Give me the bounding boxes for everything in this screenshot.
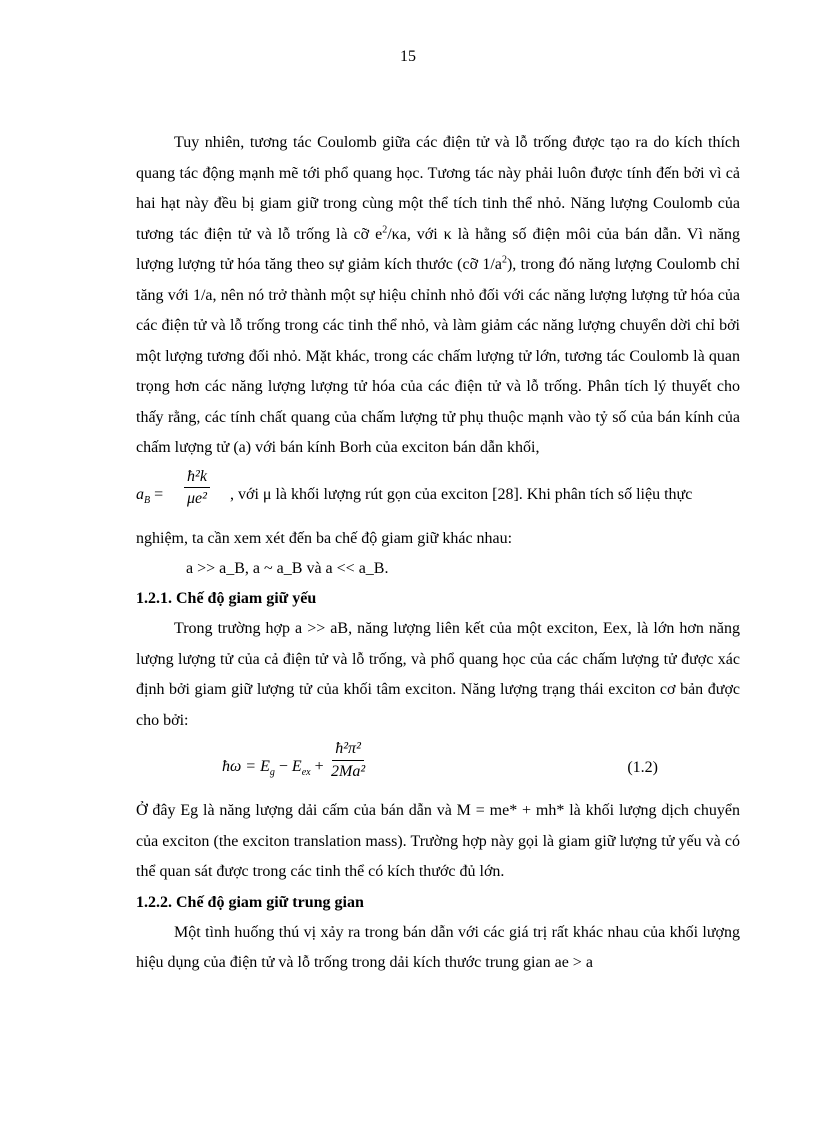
paragraph-intermediate: Một tình huống thú vị xảy ra trong bán dẫn với các giá trị rất khác nhau của khối lượng hiệu dụng của điện tử và lỗ trống trong dải kích thước trung gian ae > a [136,923,740,971]
paragraph-weak-confinement: Trong trường hợp a >> aB, năng lượng liên kết của một exciton, Eex, là lớn hơn năng lượng lượng tử của cả điện tử và lỗ trống, và phổ quang học của các chấm lượng tử được xác định bởi giam giữ lượng tử của khối tâm exciton. Năng lượng trạng thái exciton cơ bản được cho bởi: [136,620,740,729]
page-body [136,128,740,979]
paragraph-coulomb: Tuy nhiên, tương tác Coulomb giữa các điện tử và lỗ trống được tạo ra do kích thích quang tác động mạnh mẽ tới phổ quang học. Tương tác này phải luôn được tính đến bởi vì cả hai hạt này đều bị giam giữ trong cùng một thể tích tinh thể nhỏ. Năng lượng Coulomb của tương tác điện tử và lỗ trống là cỡ $e^2/\kappa a$, với κ là hằng số điện môi của bán dẫn. Vì năng lượng lượng tử hóa tăng theo sự giảm kích thước (cỡ $1/a^2$), trong đó năng lượng Coulomb chỉ tăng với 1/a, nên nó trở thành một sự hiệu chỉnh nhỏ đối với các năng lượng lượng tử hóa của các điện tử và lỗ trống trong các tinh thể nhỏ, và làm giảm các năng lượng chuyển dời chỉ bởi một lượng tương đối nhỏ. Mặt khác, trong các chấm lượng tử lớn, tương tác Coulomb là quan trọng hơn các năng lượng lượng tử hóa của các điện tử và lỗ trống. Phân tích lý thuyết cho thấy rằng, các tính chất quang của chấm lượng tử phụ thuộc mạnh vào tỷ số của bán kính của chấm lượng tử (a) với bán kính Borh của exciton bán dẫn khối, [136,134,741,456]
bohr-radius-formula: $a_B$ = $\frac{\text{ħ²k}}{\text{μe²}}$ , với μ là khối lượng rút gọn của exciton [28]. Khi phân tích số liệu thực [136,467,693,508]
bohr-fraction: $\frac{\text{ħ²k}}{\text{μe²}}$ [184,468,210,508]
confinement-conditions: a >> a_B, a ~ a_B và a << a_B. [186,560,389,577]
page-number: 15 [400,48,416,65]
paragraph-end: nghiệm, ta cần xem xét đến ba chế độ giam giữ khác nhau: [136,529,513,547]
paragraph-after-eq: Ở đây Eg là năng lượng dải cấm của bán dẫn và M = me* + mh* là khối lượng dịch chuyển của exciton (the exciton translation mass). Trường hợp này gọi là giam giữ lượng tử yếu và có thể quan sát được trong các tinh thể có kích thước đủ lớn. [136,802,740,880]
heading-intermediate-confinement: 1.2.2. Chế độ giam giữ trung gian [136,893,364,911]
heading-weak-confinement: 1.2.1. Chế độ giam giữ yếu [136,590,317,607]
equation-1-2: ħω = $E_g - E_{ex}$ + $\frac{\text{ħ²π²}}{\text{2Ma²}}$ (1.2) [136,736,740,796]
equation-label: (1.2) [627,759,658,776]
